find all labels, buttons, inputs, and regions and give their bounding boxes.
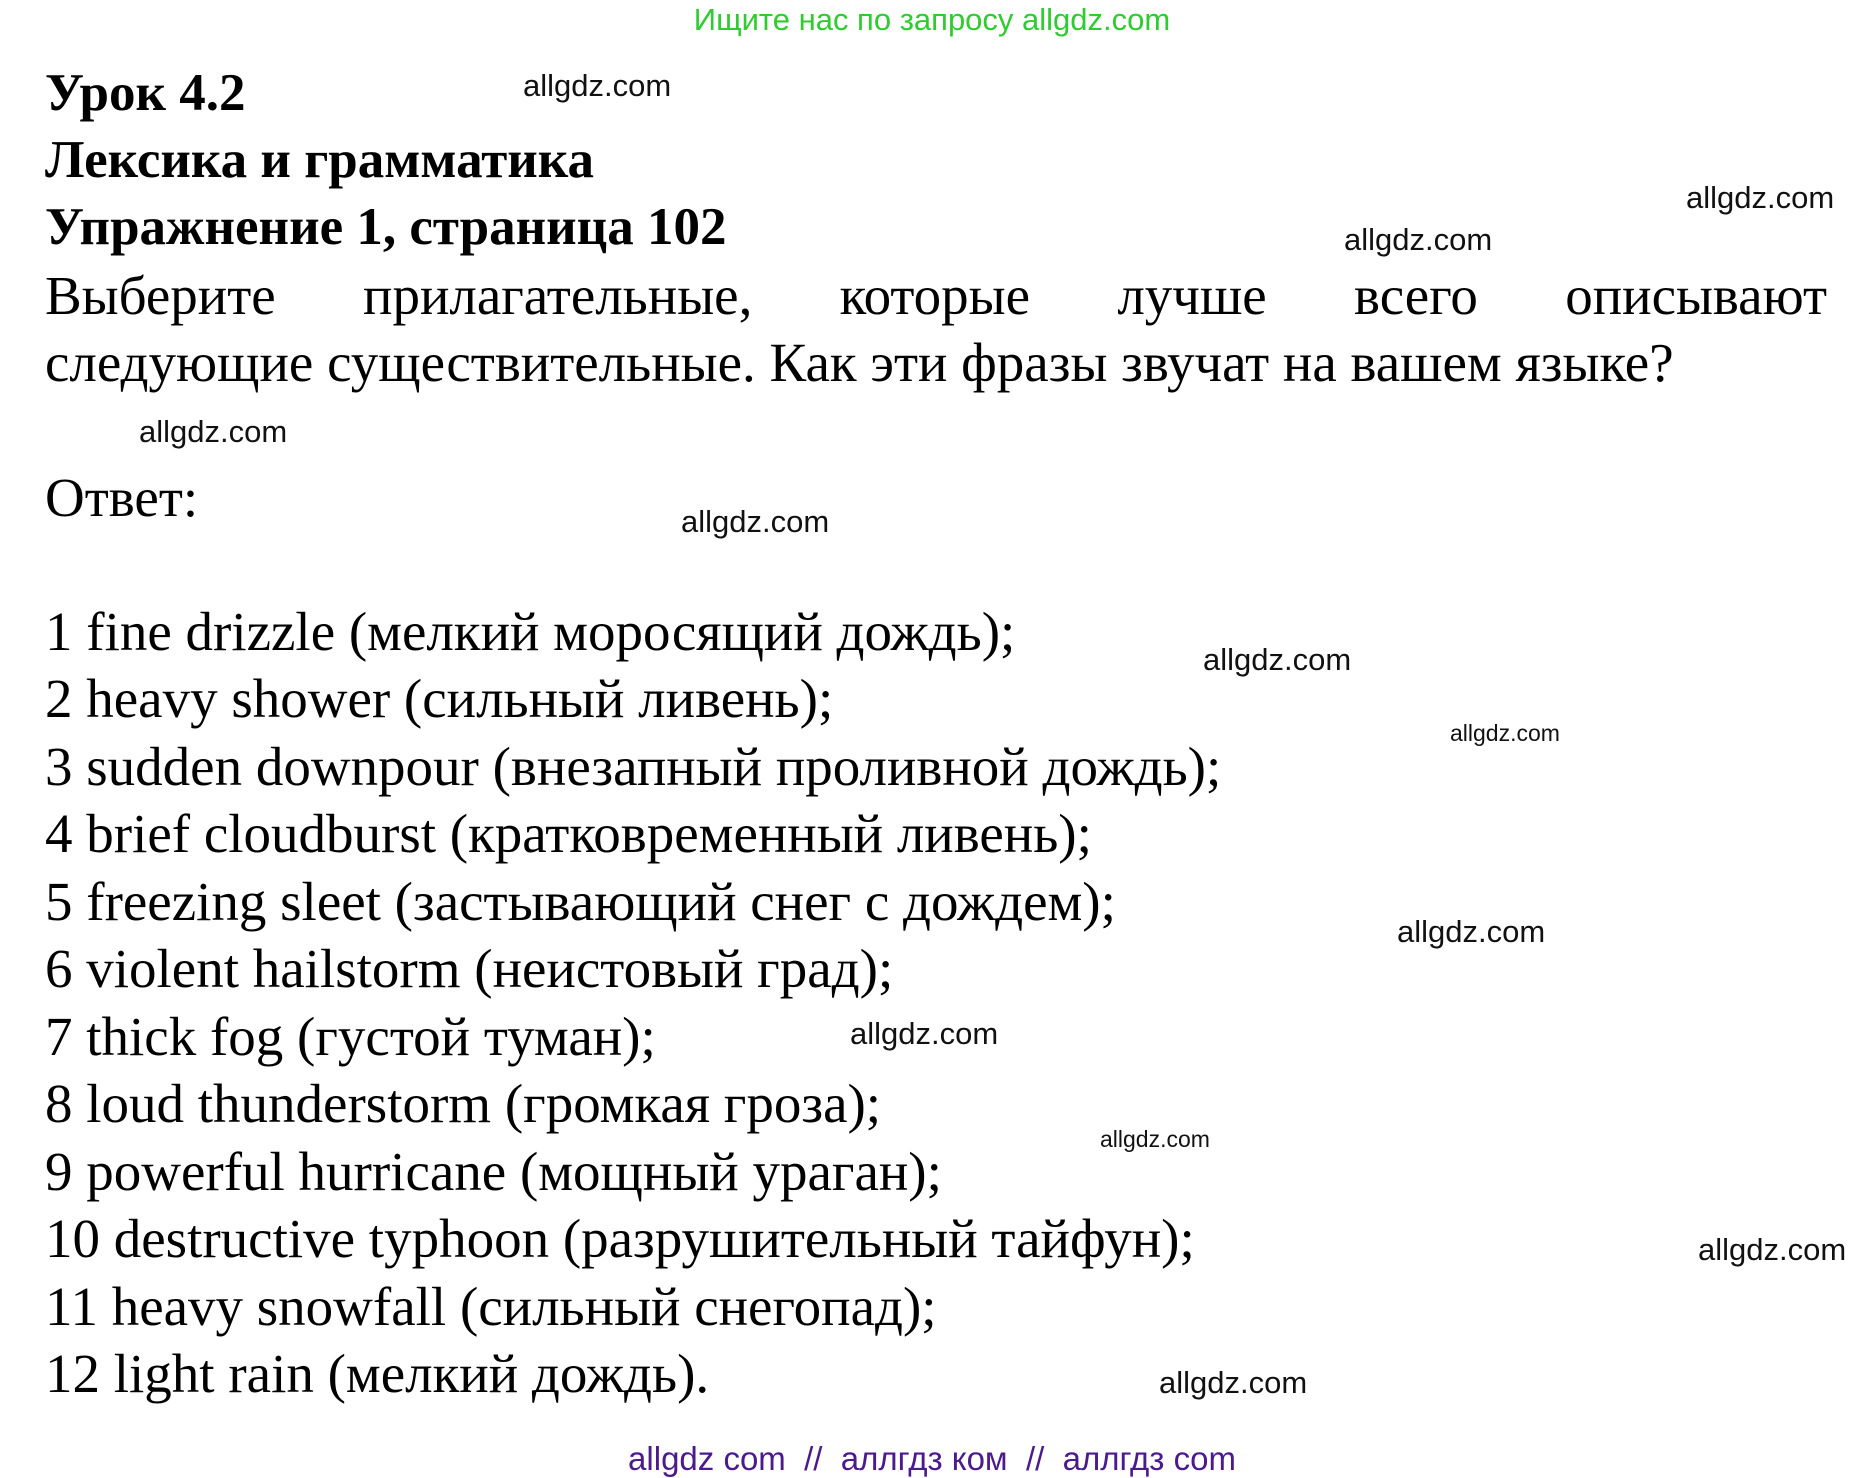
- watermark: allgdz.com: [1698, 1232, 1847, 1267]
- task-line-2: следующие существительные. Как эти фразы звучат на вашем языке?: [45, 332, 1674, 393]
- watermark: allgdz.com: [1159, 1365, 1308, 1400]
- list-item: 1 fine drizzle (мелкий моросящий дождь);: [45, 601, 1016, 662]
- list-item: 6 violent hailstorm (неистовый град);: [45, 938, 894, 999]
- list-item: 9 powerful hurricane (мощный ураган);: [45, 1141, 942, 1202]
- list-item: 11 heavy snowfall (сильный снегопад);: [45, 1276, 937, 1337]
- task-line-1: Выберите прилагательные, которые лучше всего описывают: [45, 265, 1827, 326]
- watermark: allgdz.com: [1344, 222, 1493, 257]
- watermark: allgdz.com: [1203, 642, 1352, 677]
- exercise-title: Упражнение 1, страница 102: [45, 198, 727, 256]
- task-text: [45, 262, 1827, 396]
- bottom-banner-link[interactable]: allgdz com // аллгдз ком // аллгдз com: [628, 1440, 1236, 1477]
- watermark: allgdz.com: [1397, 914, 1546, 949]
- lesson-title: Урок 4.2: [45, 64, 246, 122]
- list-item: 3 sudden downpour (внезапный проливной дождь);: [45, 736, 1222, 797]
- watermark: allgdz.com: [1686, 180, 1835, 215]
- list-item: 4 brief cloudburst (кратковременный ливень);: [45, 803, 1092, 864]
- watermark: allgdz.com: [681, 504, 830, 539]
- watermark: allgdz.com: [523, 68, 672, 103]
- list-item: 8 loud thunderstorm (громкая гроза);: [45, 1073, 882, 1134]
- watermark: allgdz.com: [1450, 720, 1560, 746]
- list-item: 2 heavy shower (сильный ливень);: [45, 668, 834, 729]
- list-item: 7 thick fog (густой туман);: [45, 1006, 656, 1067]
- watermark: allgdz.com: [139, 414, 288, 449]
- list-item: 10 destructive typhoon (разрушительный тайфун);: [45, 1208, 1195, 1269]
- watermark: allgdz.com: [850, 1016, 999, 1051]
- top-banner-link[interactable]: Ищите нас по запросу allgdz.com: [693, 2, 1171, 37]
- section-title: Лексика и грамматика: [45, 131, 595, 189]
- answer-label: Ответ:: [45, 467, 199, 528]
- list-item: 12 light rain (мелкий дождь).: [45, 1343, 710, 1404]
- watermark: allgdz.com: [1100, 1126, 1210, 1152]
- list-item: 5 freezing sleet (застывающий снег с дождем);: [45, 871, 1116, 932]
